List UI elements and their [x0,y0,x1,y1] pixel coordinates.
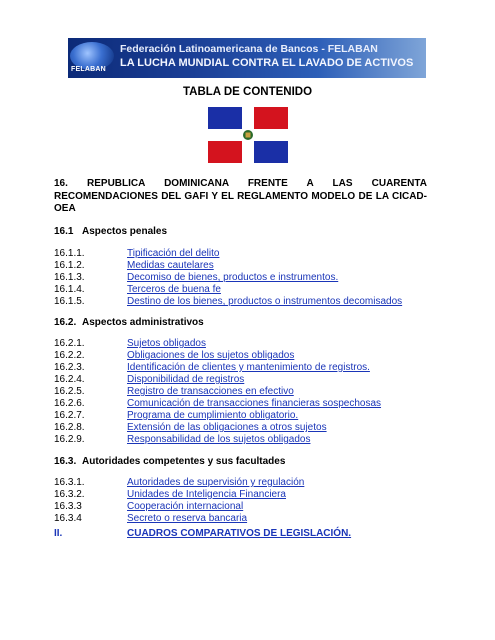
toc-link[interactable]: Terceros de buena fe [127,284,221,295]
toc-link[interactable]: Tipificación del delito [127,248,220,259]
toc-link[interactable]: Registro de transacciones en efectivo [127,386,294,397]
toc-link[interactable]: Unidades de Inteligencia Financiera [127,489,286,500]
page-title: TABLA DE CONTENIDO [182,86,313,98]
toc-link[interactable]: Comunicación de transacciones financieras sospechosas [127,398,382,409]
banner-logo-text: FELABAN [71,66,106,73]
section-heading-16-1: 16.1 Aspectos penales [54,226,168,237]
toc-link[interactable]: Cooperación internacional [127,501,244,512]
toc-link[interactable]: Medidas cautelares [127,260,214,271]
toc-link[interactable]: Identificación de clientes y mantenimiento de registros. [127,362,370,373]
felaban-banner [68,38,426,78]
toc-link[interactable]: Autoridades de supervisión y regulación [127,477,305,488]
section-heading-16-3: 16.3. Autoridades competentes y sus facultades [54,456,286,467]
toc-link[interactable]: Secreto o reserva bancaria [127,513,248,524]
toc-link[interactable]: Obligaciones de los sujetos obligados [127,350,295,361]
toc-link[interactable]: Extensión de las obligaciones a otros sujetos [127,422,327,433]
section-heading-16-2: 16.2. Aspectos administrativos [54,317,204,328]
banner-line-2: LA LUCHA MUNDIAL CONTRA EL LAVADO DE ACTIVOS [120,57,414,69]
banner-line-1: Federación Latinoamericana de Bancos - FELABAN [120,43,378,55]
dominican-flag-icon [208,107,288,163]
toc-link[interactable]: Disponibilidad de registros [127,374,245,385]
toc-link[interactable]: Sujetos obligados [127,338,206,349]
toc-link[interactable]: Decomiso de bienes, productos e instrumentos. [127,272,339,283]
document-heading: 16. REPUBLICA DOMINICANA FRENTE A LAS CUARENTA RECOMENDACIONES DEL GAFI Y EL REGLAMENTO MODELO DE LA CICAD-OEA [54,178,427,214]
toc-link[interactable]: Responsabilidad de los sujetos obligados [127,434,311,445]
toc-link[interactable]: Destino de los bienes, productos o instrumentos decomisados [127,296,403,307]
final-section-label[interactable]: CUADROS COMPARATIVOS DE LEGISLACIÓN. [127,528,352,539]
final-section-link[interactable]: II. CUADROS COMPARATIVOS DE LEGISLACIÓN. [54,528,352,539]
toc-link[interactable]: Programa de cumplimiento obligatorio. [127,410,299,421]
